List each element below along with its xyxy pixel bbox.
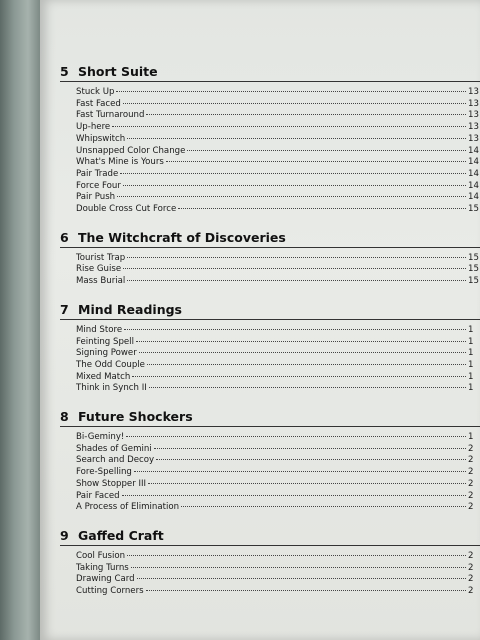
toc-entry [76,337,480,349]
dot-leader [154,447,466,449]
dot-leader [137,577,466,579]
toc-entry [76,586,480,598]
entry-page-number: 13 [468,87,479,97]
chapter-heading [60,528,480,546]
chapter-number: 7 [60,301,69,317]
entry-title: Mass Burial [76,276,126,287]
entry-page-number: 2 [468,562,474,573]
entry-title: Signing Power [76,348,137,359]
entry-page-number: 15 [468,264,479,275]
dot-leader [126,435,466,437]
dot-leader [123,184,466,186]
entry-page-number: 14 [468,192,479,203]
chapter-number: 5 [60,64,69,79]
toc-entry [76,325,480,337]
entry-page-number: 2 [468,550,474,561]
entry-page-number: 2 [468,467,474,478]
entry-title: A Process of Elimination [76,502,180,513]
dot-leader [181,505,466,507]
entry-title: Pair Faced [76,490,120,501]
toc-entry [76,204,480,216]
entry-title: Mixed Match [76,371,131,382]
entry-page-number: 13 [468,133,479,144]
toc-entry [76,169,480,181]
dot-leader [112,125,466,127]
entry-title: Fore-Spelling [76,467,132,478]
entry-title: Shades of Gemini [76,443,152,454]
book-spine [0,0,40,640]
dot-leader [187,149,466,151]
toc-entry [76,157,480,169]
entry-title: Whipswitch [76,133,126,144]
toc-entry [76,372,480,384]
entry-page-number: 1 [468,324,474,335]
toc-entry [76,455,480,467]
entry-title: Cutting Corners [76,586,144,597]
entry-page-number: 13 [468,98,479,109]
dot-leader [116,90,466,92]
dot-leader [146,113,466,115]
dot-leader [120,172,466,174]
toc-entry [76,502,480,514]
chapter-title: Future Shockers [78,409,193,425]
entry-page-number: 13 [468,122,479,133]
entry-list [76,325,480,395]
dot-leader [131,566,466,568]
entry-title: Show Stopper III [76,478,147,489]
chapter-section [60,528,480,598]
entry-list [76,253,480,288]
chapter-number: 9 [60,527,69,543]
chapter-section [60,409,480,514]
dot-leader [147,363,466,365]
entry-page-number: 2 [468,455,474,466]
entry-page-number: 2 [468,490,474,501]
entry-page-number: 15 [468,204,479,215]
entry-title: Unsnapped Color Change [76,145,186,156]
toc-entry [76,563,480,575]
toc-entry [76,134,480,146]
toc-entry [76,146,480,158]
entry-page-number: 2 [468,478,474,489]
dot-leader [134,470,466,472]
toc-entry [76,360,480,372]
chapter-section [60,302,480,395]
entry-list [76,432,480,514]
dot-leader [139,351,466,353]
entry-page-number: 2 [468,502,474,513]
entry-title: Bi-Geminy! [76,432,125,443]
dot-leader [178,207,466,209]
entry-title: Up-here [76,122,111,133]
toc-entry [76,181,480,193]
toc-entry [76,574,480,586]
toc-entry [76,467,480,479]
dot-leader [122,494,466,496]
chapter-number: 6 [60,229,69,245]
entry-page-number: 13 [468,110,479,121]
entry-page-number: 15 [468,252,479,263]
entry-title: Force Four [76,180,121,191]
toc-entry [76,348,480,360]
entry-page-number: 1 [468,432,474,443]
dot-leader [132,375,466,377]
entry-title: Pair Trade [76,168,119,179]
entry-title: The Odd Couple [76,359,145,370]
toc-entry [76,383,480,395]
entry-title: Think in Synch II [76,383,147,394]
dot-leader [148,482,466,484]
table-of-contents [60,64,480,612]
entry-title: Search and Decoy [76,455,155,466]
dot-leader [127,554,466,556]
dot-leader [156,458,466,460]
entry-list [76,87,480,216]
entry-page-number: 1 [468,336,474,347]
toc-entry [76,491,480,503]
toc-entry [76,479,480,491]
dot-leader [123,267,466,269]
entry-page-number: 14 [468,157,479,168]
dot-leader [136,340,466,342]
entry-title: Pair Push [76,192,116,203]
toc-entry [76,99,480,111]
entry-title: Feinting Spell [76,336,134,347]
entry-page-number: 2 [468,574,474,585]
toc-entry [76,264,480,276]
chapter-number: 8 [60,409,69,425]
entry-page-number: 2 [468,586,474,597]
chapter-title: Short Suite [78,64,158,79]
chapter-heading [60,64,480,82]
toc-entry [76,87,480,99]
entry-title: Stuck Up [76,87,115,97]
entry-title: Drawing Card [76,574,135,585]
dot-leader [127,279,466,281]
entry-page-number: 1 [468,371,474,382]
entry-page-number: 2 [468,443,474,454]
toc-entry [76,551,480,563]
chapter-section [60,230,480,288]
toc-entry [76,192,480,204]
toc-entry [76,432,480,444]
toc-entry [76,444,480,456]
dot-leader [166,160,466,162]
entry-list [76,551,480,598]
chapter-heading [60,409,480,427]
entry-page-number: 1 [468,383,474,394]
entry-title: Taking Turns [76,562,129,573]
entry-page-number: 15 [468,276,479,287]
dot-leader [117,195,466,197]
dot-leader [146,589,466,591]
entry-title: Fast Faced [76,98,121,109]
entry-page-number: 1 [468,359,474,370]
dot-leader [127,137,466,139]
chapter-title: Gaffed Craft [78,527,164,543]
chapter-title: The Witchcraft of Discoveries [78,229,286,245]
toc-entry [76,110,480,122]
dot-leader [127,256,466,258]
toc-entry [76,253,480,265]
dot-leader [149,386,466,388]
dot-leader [124,328,466,330]
toc-entry [76,276,480,288]
entry-title: Fast Turnaround [76,110,145,121]
chapter-heading [60,302,480,320]
entry-page-number: 14 [468,180,479,191]
dot-leader [123,102,466,104]
entry-title: Cool Fusion [76,550,126,561]
entry-title: Mind Store [76,324,123,335]
entry-page-number: 14 [468,145,479,156]
entry-page-number: 1 [468,348,474,359]
entry-page-number: 14 [468,168,479,179]
chapter-section [60,64,480,216]
entry-title: Tourist Trap [76,252,126,263]
entry-title: Double Cross Cut Force [76,204,177,215]
chapter-title: Mind Readings [78,301,182,317]
toc-entry [76,122,480,134]
entry-title: What's Mine is Yours [76,157,164,168]
chapter-heading [60,230,480,248]
entry-title: Rise Guise [76,264,122,275]
